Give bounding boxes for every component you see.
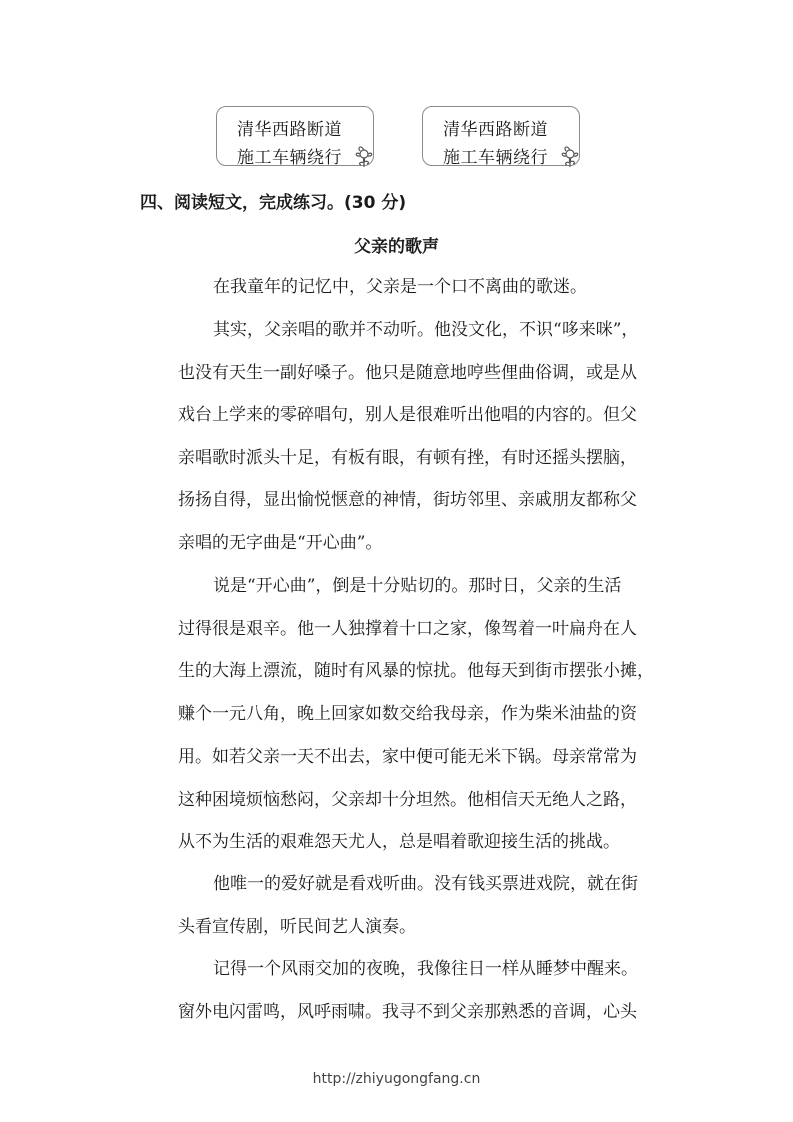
paragraph-line: 在我童年的记忆中，父亲是一个口不离曲的歌迷。 xyxy=(213,277,587,297)
paragraph-line: 赚个一元八角，晚上回家如数交给我母亲，作为柴米油盐的资 xyxy=(178,704,637,724)
flower-decoration-icon xyxy=(557,143,583,169)
article-title: 父亲的歌声 xyxy=(354,237,439,257)
paragraph-line: 头看宣传剧，听民间艺人演奏。 xyxy=(178,917,416,937)
sign-line-2: 施工车辆绕行 xyxy=(237,148,342,168)
paragraph-line: 说是“开心曲”，倒是十分贴切的。那时日，父亲的生活 xyxy=(213,576,622,596)
paragraph-line: 也没有天生一副好嗓子。他只是随意地哼些俚曲俗调，或是从 xyxy=(178,363,637,383)
paragraph-line: 这种困境烦恼愁闷，父亲却十分坦然。他相信天无绝人之路， xyxy=(178,790,637,810)
paragraph-line: 从不为生活的艰难怨天尤人，总是唱着歌迎接生活的挑战。 xyxy=(178,832,620,852)
footer-url: http://zhiyugongfang.cn xyxy=(312,1071,481,1087)
paragraph-line: 用。如若父亲一天不出去，家中便可能无米下锅。母亲常常为 xyxy=(178,747,637,767)
paragraph-line: 戏台上学来的零碎唱句，别人是很难听出他唱的内容的。但父 xyxy=(178,405,637,425)
paragraph-line: 其实，父亲唱的歌并不动听。他没文化，不识“哆来咪”， xyxy=(213,320,639,340)
sign-line-2: 施工车辆绕行 xyxy=(443,148,548,168)
paragraph-line: 扬扬自得，显出愉悦惬意的神情，街坊邻里、亲戚朋友都称父 xyxy=(178,490,637,510)
paragraph-line: 生的大海上漂流，随时有风暴的惊扰。他每天到街市摆张小摊， xyxy=(178,661,654,681)
paragraph-line: 过得很是艰辛。他一人独撑着十口之家，像驾着一叶扁舟在人 xyxy=(178,619,637,639)
paragraph-line: 窗外电闪雷鸣，风呼雨啸。我寻不到父亲那熟悉的音调，心头 xyxy=(178,1002,637,1022)
flower-decoration-icon xyxy=(351,143,377,169)
paragraph-line: 亲唱歌时派头十足，有板有眼，有顿有挫，有时还摇头摆脑， xyxy=(178,448,637,468)
road-sign-right xyxy=(422,106,580,166)
road-sign-left xyxy=(216,106,374,166)
sign-line-1: 清华西路断道 xyxy=(237,120,342,140)
sign-line-1: 清华西路断道 xyxy=(443,120,548,140)
paragraph-line: 他唯一的爱好就是看戏听曲。没有钱买票进戏院，就在街 xyxy=(213,874,638,894)
paragraph-line: 记得一个风雨交加的夜晚，我像往日一样从睡梦中醒来。 xyxy=(213,959,638,979)
section-heading: 四、阅读短文，完成练习。(30 分) xyxy=(140,193,407,213)
paragraph-line: 亲唱的无字曲是“开心曲”。 xyxy=(178,533,383,553)
